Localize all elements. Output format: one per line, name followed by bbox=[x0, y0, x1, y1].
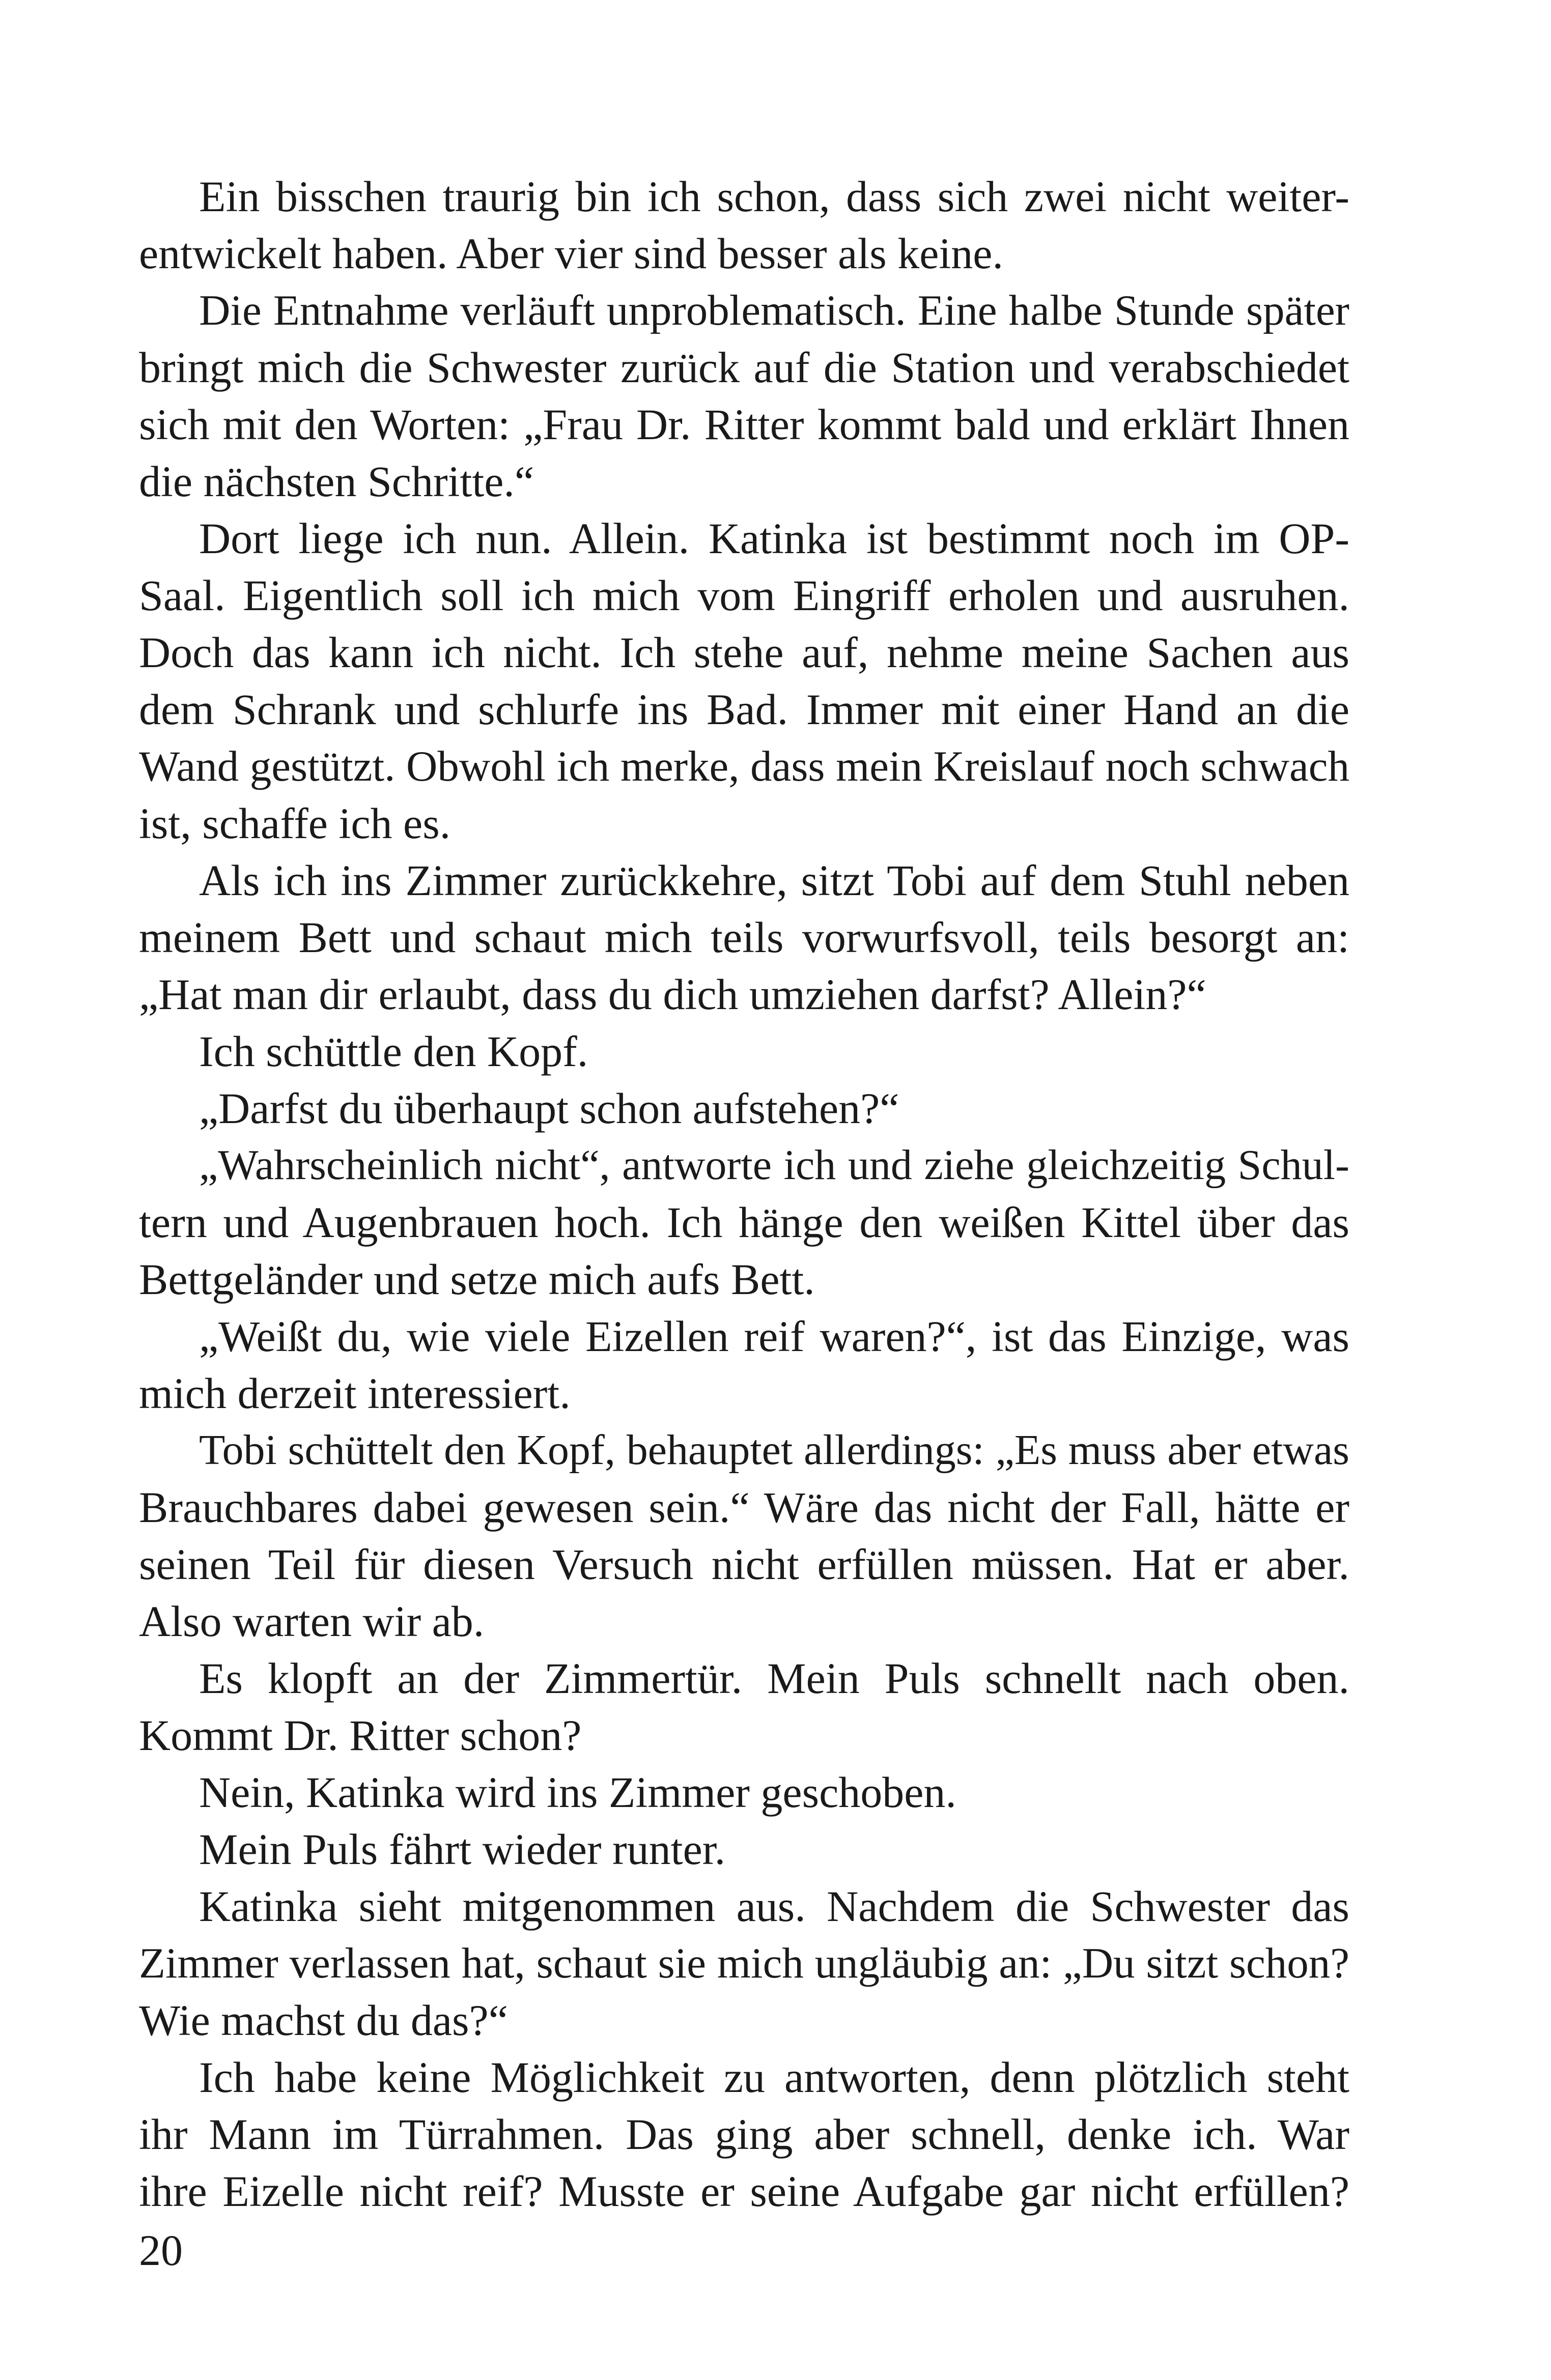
text-line: Die Entnahme verläuft unproblematisch. Eine halbe Stunde später bbox=[199, 286, 1349, 334]
text-line: „Hat man dir erlaubt, dass du dich umziehen darfst? Allein?“ bbox=[139, 970, 1206, 1019]
text-line: Zimmer verlassen hat, schaut sie mich ungläubig an: „Du sitzt schon? bbox=[139, 1939, 1349, 1987]
text-line: Wand gestützt. Obwohl ich merke, dass mein Kreislauf noch schwach bbox=[139, 742, 1349, 790]
text-line: Wie machst du das?“ bbox=[139, 1996, 508, 2045]
text-line: Als ich ins Zimmer zurückkehre, sitzt Tobi auf dem Stuhl neben bbox=[199, 856, 1349, 905]
text-line: Brauchbares dabei gewesen sein.“ Wäre das nicht der Fall, hätte er bbox=[139, 1483, 1349, 1532]
text-line: Ich habe keine Möglichkeit zu antworten, denn plötzlich steht bbox=[199, 2053, 1349, 2102]
text-line: „Darfst du überhaupt schon aufstehen?“ bbox=[199, 1084, 899, 1133]
body-text bbox=[139, 168, 1349, 2220]
text-line: Ich schüttle den Kopf. bbox=[199, 1027, 588, 1076]
text-line: mich derzeit interessiert. bbox=[139, 1369, 571, 1418]
text-line: Doch das kann ich nicht. Ich stehe auf, nehme meine Sachen aus bbox=[139, 628, 1349, 677]
text-line: Dort liege ich nun. Allein. Katinka ist bestimmt noch im OP- bbox=[199, 514, 1349, 563]
text-line: Bettgeländer und setze mich aufs Bett. bbox=[139, 1255, 815, 1304]
text-line: „Wahrscheinlich nicht“, antworte ich und ziehe gleichzeitig Schul- bbox=[199, 1141, 1349, 1189]
text-line: „Weißt du, wie viele Eizellen reif waren?“, ist das Einzige, was bbox=[199, 1312, 1349, 1361]
text-line: Katinka sieht mitgenommen aus. Nachdem die Schwester das bbox=[199, 1882, 1349, 1931]
text-line: seinen Teil für diesen Versuch nicht erfüllen müssen. Hat er aber. bbox=[139, 1540, 1349, 1589]
text-line: Kommt Dr. Ritter schon? bbox=[139, 1711, 582, 1760]
text-line: ist, schaffe ich es. bbox=[139, 799, 451, 848]
text-line: Es klopft an der Zimmertür. Mein Puls schnellt nach oben. bbox=[199, 1654, 1349, 1703]
text-line: Also warten wir ab. bbox=[139, 1597, 485, 1646]
text-line: Tobi schüttelt den Kopf, behauptet allerdings: „Es muss aber etwas bbox=[199, 1426, 1349, 1474]
text-line: ihre Eizelle nicht reif? Musste er seine Aufgabe gar nicht erfüllen? bbox=[139, 2167, 1349, 2216]
text-line: sich mit den Worten: „Frau Dr. Ritter kommt bald und erklärt Ihnen bbox=[139, 400, 1349, 449]
text-line: Ein bisschen traurig bin ich schon, dass sich zwei nicht weiter- bbox=[199, 172, 1349, 221]
text-line: bringt mich die Schwester zurück auf die Station und verabschiedet bbox=[139, 343, 1349, 392]
text-line: die nächsten Schritte.“ bbox=[139, 457, 534, 506]
text-line: ihr Mann im Türrahmen. Das ging aber schnell, denke ich. War bbox=[139, 2110, 1349, 2159]
page-number: 20 bbox=[139, 2226, 183, 2275]
text-line: Nein, Katinka wird ins Zimmer geschoben. bbox=[199, 1768, 956, 1817]
text-line: Mein Puls fährt wieder runter. bbox=[199, 1825, 726, 1874]
text-line: Saal. Eigentlich soll ich mich vom Eingriff erholen und ausruhen. bbox=[139, 571, 1349, 620]
text-line: entwickelt haben. Aber vier sind besser als keine. bbox=[139, 229, 1003, 278]
text-line: dem Schrank und schlurfe ins Bad. Immer mit einer Hand an die bbox=[139, 685, 1349, 734]
text-line: tern und Augenbrauen hoch. Ich hänge den weißen Kittel über das bbox=[139, 1198, 1349, 1247]
text-line: meinem Bett und schaut mich teils vorwurfsvoll, teils besorgt an: bbox=[139, 913, 1349, 962]
